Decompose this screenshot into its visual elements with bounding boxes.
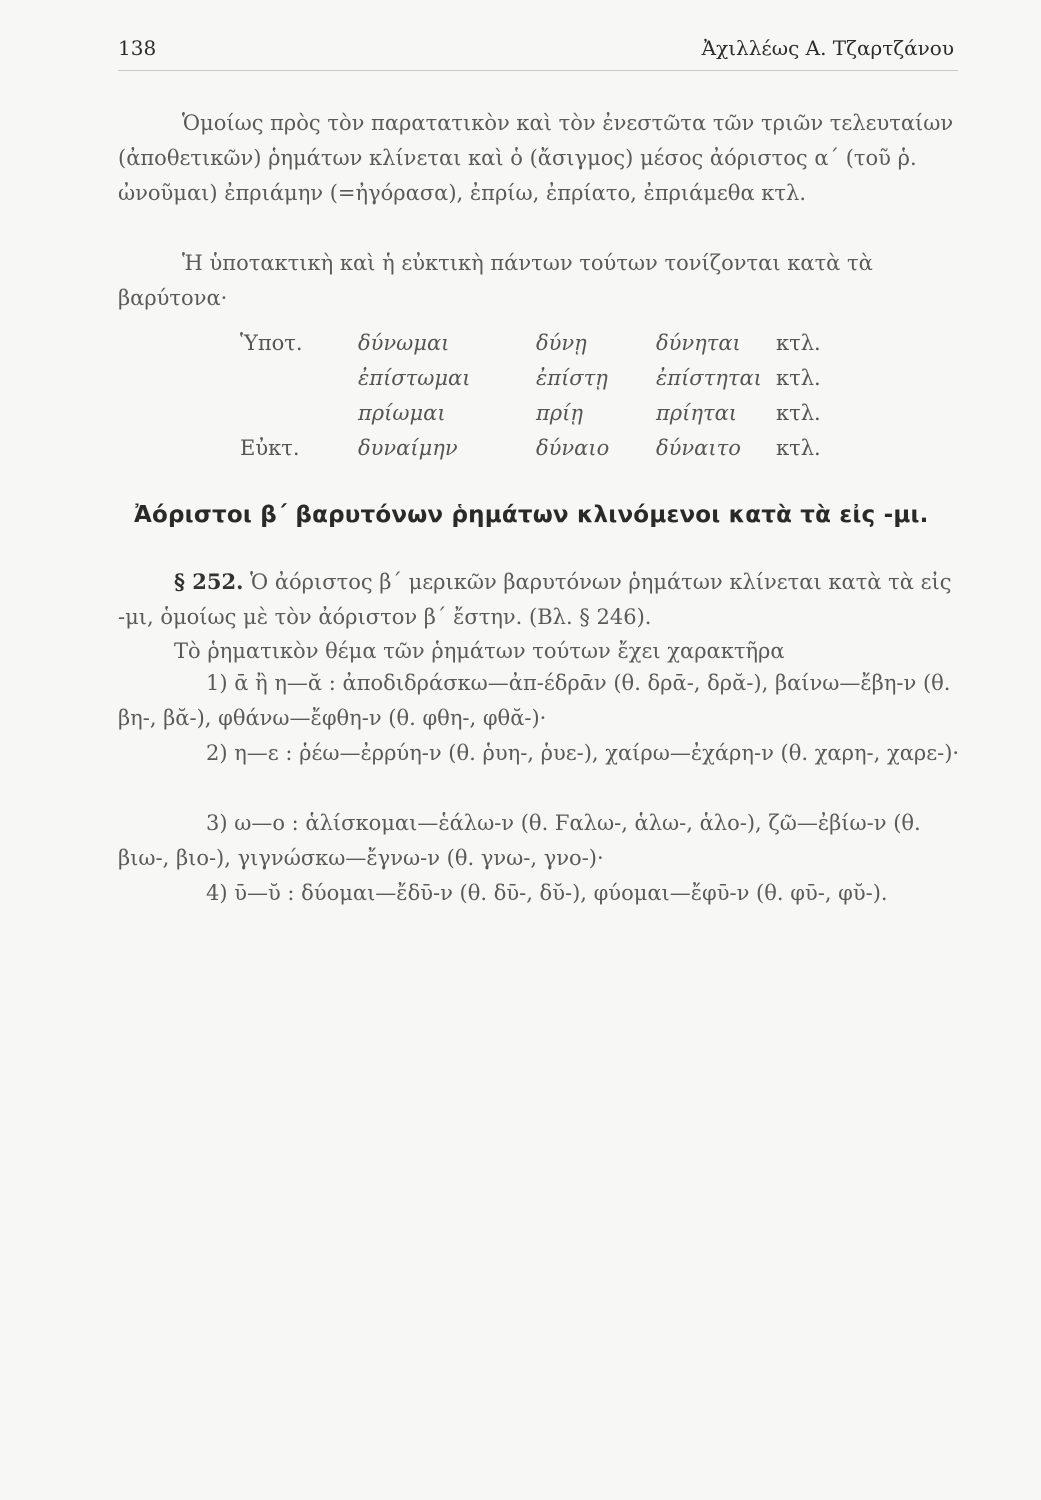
running-head: Ἀχιλλέως Α. Τζαρτζάνου bbox=[701, 36, 954, 60]
section-intro: Τὸ ῥηματικὸν θέμα τῶν ῥημάτων τούτων ἔχει χαρακτῆρα bbox=[174, 639, 785, 663]
page-number: 138 bbox=[118, 36, 157, 60]
table-cell: πρίηται bbox=[656, 401, 737, 425]
table-cell: δύνωμαι bbox=[358, 331, 450, 355]
table-cell: ἐπίστωμαι bbox=[358, 366, 471, 390]
table-cell: κτλ. bbox=[776, 436, 821, 460]
table-cell bbox=[240, 396, 358, 431]
table-cell: Εὐκτ. bbox=[240, 436, 300, 460]
table-cell: δυναίμην bbox=[358, 436, 458, 460]
table-cell: κτλ. bbox=[776, 401, 821, 425]
section-text: Ὁ ἀόριστος β΄ μερικῶν βαρυτόνων ῥημάτων κλίνεται κατὰ τὰ εἰς -μι, ὁμοίως μὲ τὸν ἀόριστον β΄ ἔστην. (Βλ. § 246). bbox=[118, 570, 952, 629]
section-number: § 252. bbox=[174, 569, 244, 594]
table-cell: δύνῃ bbox=[536, 331, 587, 355]
table-row bbox=[240, 361, 960, 396]
table-cell: κτλ. bbox=[776, 366, 821, 390]
list-item: 2) η—ε : ῥέω—ἐρρύη-ν (θ. ῥυη-, ῥυε-), χαίρω—ἐχάρη-ν (θ. χαρη-, χαρε-)· bbox=[206, 741, 960, 765]
page-header bbox=[118, 36, 958, 70]
paragraph-subjunctive-optative: Ἡ ὑποτακτικὴ καὶ ἡ εὐκτικὴ πάντων τούτων τονίζονται κατὰ τὰ βαρύτονα· bbox=[118, 251, 873, 310]
conjugation-table bbox=[240, 326, 960, 466]
table-row bbox=[240, 396, 960, 431]
table-cell: δύναιο bbox=[536, 436, 610, 460]
list-item: 4) ῡ—ῠ : δύομαι—ἔδῡ-ν (θ. δῡ-, δῠ-), φύομαι—ἔφῡ-ν (θ. φῡ-, φῠ-). bbox=[206, 881, 888, 905]
table-cell: ἐπίστῃ bbox=[536, 366, 608, 390]
table-cell: Ὑποτ. bbox=[240, 331, 303, 355]
table-cell: δύνηται bbox=[656, 331, 741, 355]
table-cell: πρίῃ bbox=[536, 401, 583, 425]
table-row bbox=[240, 326, 960, 361]
list-item: 3) ω—ο : ἁλίσκομαι—ἑάλω-ν (θ. Ϝαλω-, ἁλω-, ἁλο-), ζῶ—ἐβίω-ν (θ. βιω-, βιο-), γιγνώσκω—ἔγνω-ν (θ. γνω-, γνο-)· bbox=[118, 811, 921, 870]
section-paragraph bbox=[118, 564, 960, 635]
list-item: 1) ᾱ ἢ η—ᾰ : ἀποδιδράσκω—ἀπ-έδρᾱν (θ. δρᾱ-, δρᾰ-), βαίνω—ἔβη-ν (θ. βη-, βᾰ-), φθάνω—ἔφθη-ν (θ. φθη-, φθᾰ-)· bbox=[118, 671, 951, 730]
table-cell bbox=[240, 361, 358, 396]
table-row bbox=[240, 431, 960, 466]
paragraph-aorist-alpha: Ὁμοίως πρὸς τὸν παρατατικὸν καὶ τὸν ἐνεστῶτα τῶν τριῶν τελευταίων (ἀποθετικῶν) ῥημάτων κλίνεται καὶ ὁ (ἄσιγμος) μέσος ἀόριστος α΄ (τοῦ ῥ. ὠνοῦμαι) ἐπριάμην (=ἠγόρασα), ἐπρίω, ἐπρίατο, ἐπριάμεθα κτλ. bbox=[118, 111, 954, 205]
section-heading: Ἀόριστοι β΄ βαρυτόνων ῥημάτων κλινόμενοι κατὰ τὰ εἰς -μι. bbox=[134, 502, 929, 528]
table-cell: ἐπίστηται bbox=[656, 366, 762, 390]
table-cell: κτλ. bbox=[776, 331, 821, 355]
table-cell: πρίωμαι bbox=[358, 401, 446, 425]
table-cell: δύναιτο bbox=[656, 436, 741, 460]
header-rule bbox=[118, 70, 958, 71]
